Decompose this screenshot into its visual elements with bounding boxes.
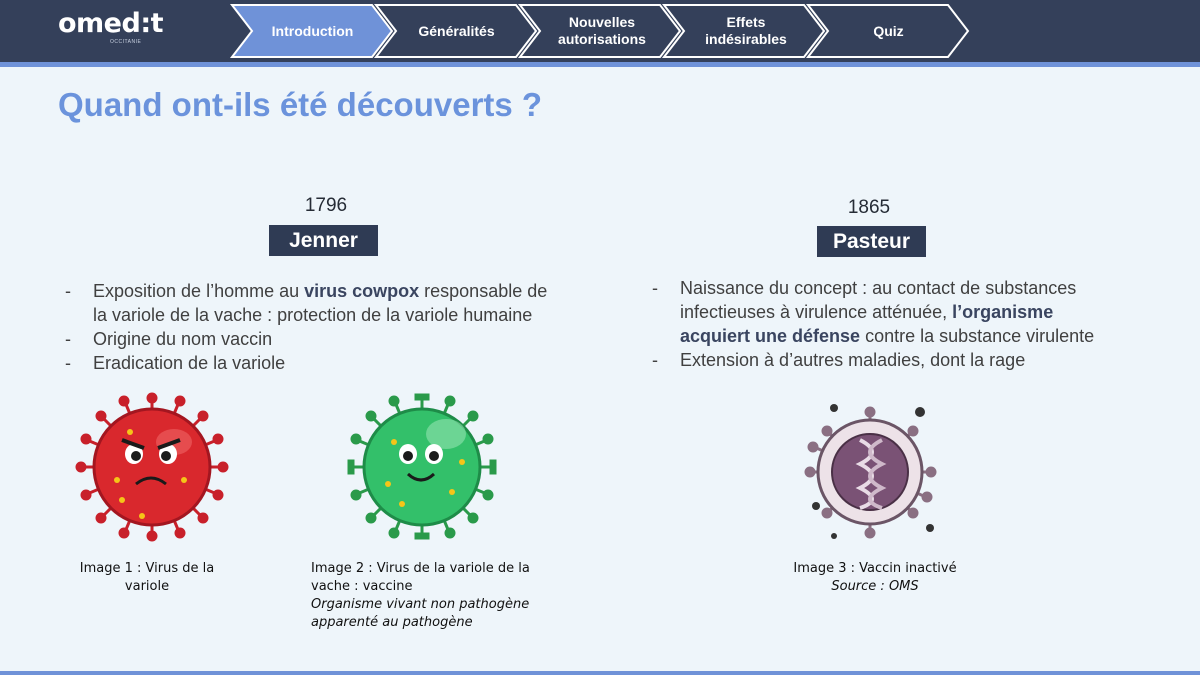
tab-generalites[interactable]: Généralités [418,22,495,39]
list-item: - Exposition de l’homme au virus cowpox responsable de la variole de la vache : protection de la variole humaine [65,279,565,327]
list-item: - Extension à d’autres maladies, dont la rage [652,348,1112,372]
image3-caption: Image 3 : Vaccin inactivé Source : OMS [793,561,957,594]
omedit-logo: omed:t [58,8,164,39]
pasteur-bullet-list [652,276,1112,372]
smiling-green-virus-icon [342,392,502,542]
angry-red-virus-icon [72,392,232,542]
footer-accent-line [0,671,1200,675]
pasteur-name-box: Pasteur [817,226,926,257]
jenner-bullet-list [65,279,565,375]
image2-caption: Image 2 : Virus de la variole de la vache : vaccine Organisme vivant non pathogène apparenté au pathogène [311,561,530,630]
tab-introduction[interactable]: Introduction [271,22,354,39]
image1-caption: Image 1 : Virus de la variole [79,561,215,594]
inactivated-virus-icon [798,400,943,545]
list-item: - Eradication de la variole [65,351,565,375]
list-item: - Origine du nom vaccin [65,327,565,351]
list-item: - Naissance du concept : au contact de substances infectieuses à virulence atténuée, l’organisme acquiert une défense contre la substance virulente [652,276,1112,348]
tab-effets-indesirables[interactable]: Effets indésirables [705,14,787,47]
pasteur-year: 1865 [847,197,891,218]
slide-title: Quand ont-ils été découverts ? [58,86,543,123]
jenner-year: 1796 [304,195,348,216]
jenner-name-box: Jenner [269,225,378,256]
tab-quiz[interactable]: Quiz [873,22,904,39]
logo-subtitle: OCCITANIE [110,39,142,45]
tab-nouvelles-autorisations[interactable]: Nouvelles autorisations [558,14,646,47]
header-accent-line [0,62,1200,67]
